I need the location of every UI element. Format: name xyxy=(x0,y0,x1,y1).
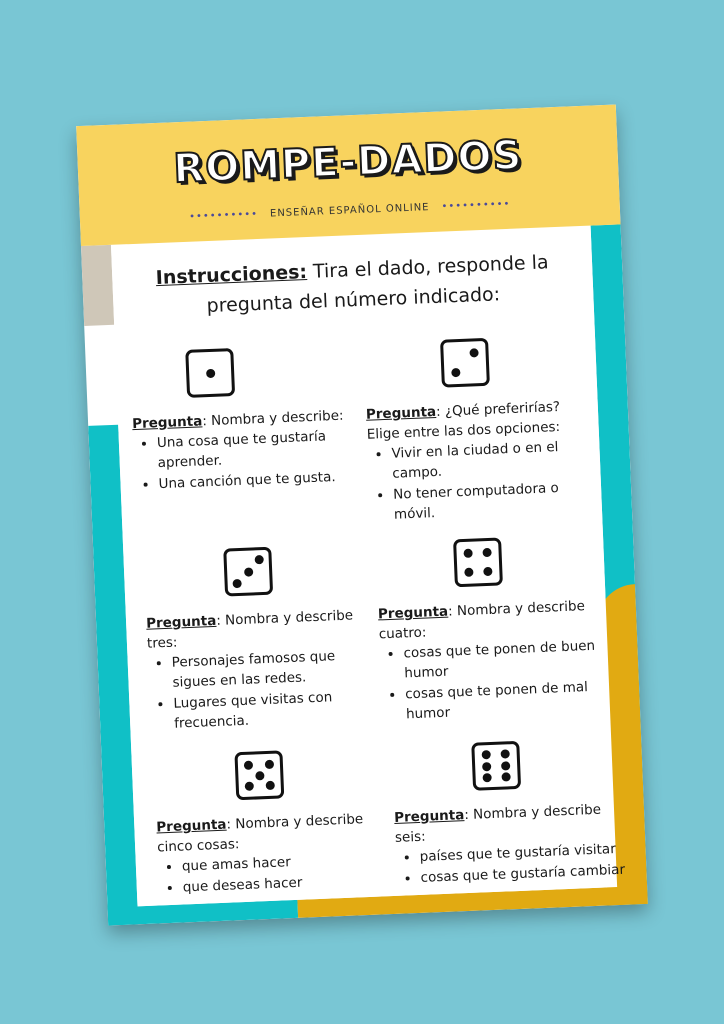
question-list xyxy=(379,635,612,725)
instructions-lead: Instrucciones: xyxy=(155,261,308,290)
list-item: • Una canción que te gusta. xyxy=(158,466,365,494)
question-label: Pregunta xyxy=(365,403,437,423)
list-item: • Personajes famosos que sigues en las redes. xyxy=(171,644,378,692)
question-block-3 xyxy=(146,605,381,736)
list-item: • cosas que te gustaría cambiar xyxy=(420,859,637,888)
list-item: • Vivir en la ciudad o en el campo. xyxy=(391,436,598,484)
page-title: ROMPE-DADOS xyxy=(172,132,524,193)
question-block-1 xyxy=(132,405,365,496)
instructions-text: Tira el dado, responde la pregunta del número indicado: xyxy=(206,251,549,318)
list-item: • Lugares que visitas con frecuencia. xyxy=(173,685,380,733)
dots-left: •••••••••• xyxy=(188,208,259,223)
die-3-icon xyxy=(223,547,273,597)
list-item: • países que te gustaría visitar xyxy=(419,838,636,867)
question-intro: : Nombra y describe cuatro: xyxy=(378,598,586,643)
question-list xyxy=(158,848,389,898)
decor-beige-strip xyxy=(81,245,114,326)
question-label: Pregunta xyxy=(131,413,203,433)
question-intro: : Nombra y describe: xyxy=(201,407,344,430)
question-block-4 xyxy=(378,595,613,726)
list-item: • cosas que te ponen de buen humor xyxy=(403,635,610,683)
die-1-icon xyxy=(185,348,235,398)
question-label: Pregunta xyxy=(393,807,465,826)
die-2-icon xyxy=(440,338,490,388)
die-4-icon xyxy=(453,537,503,587)
subtitle-row xyxy=(80,194,620,227)
question-block-6 xyxy=(394,798,637,890)
question-label: Pregunta xyxy=(377,603,449,623)
die-6-icon xyxy=(471,741,521,791)
question-intro: : ¿Qué preferirías? Elige entre las dos opciones: xyxy=(366,398,561,443)
list-item: • No tener computadora o móvil. xyxy=(393,476,600,524)
question-list xyxy=(147,644,380,734)
worksheet-card xyxy=(76,104,648,925)
question-block-2 xyxy=(366,396,601,527)
header-banner xyxy=(76,104,620,246)
question-list xyxy=(395,838,636,889)
list-item: • que deseas hacer xyxy=(182,869,389,897)
list-item: • que amas hacer xyxy=(182,848,389,876)
question-intro: : Nombra y describe cinco cosas: xyxy=(156,811,364,856)
question-block-5 xyxy=(156,808,389,899)
question-intro: : Nombra y describe tres: xyxy=(146,607,354,652)
list-item: • Una cosa que te gustaría aprender. xyxy=(157,425,364,473)
subtitle: ENSEÑAR ESPAÑOL ONLINE xyxy=(269,202,430,220)
question-intro: : Nombra y describe seis: xyxy=(394,801,602,846)
question-list xyxy=(133,425,365,495)
question-label: Pregunta xyxy=(156,816,227,836)
question-list xyxy=(367,436,600,526)
question-label: Pregunta xyxy=(145,612,217,632)
die-5-icon xyxy=(234,750,284,800)
list-item: • cosas que te ponen de mal humor xyxy=(405,676,612,724)
dots-right: •••••••••• xyxy=(441,198,511,213)
